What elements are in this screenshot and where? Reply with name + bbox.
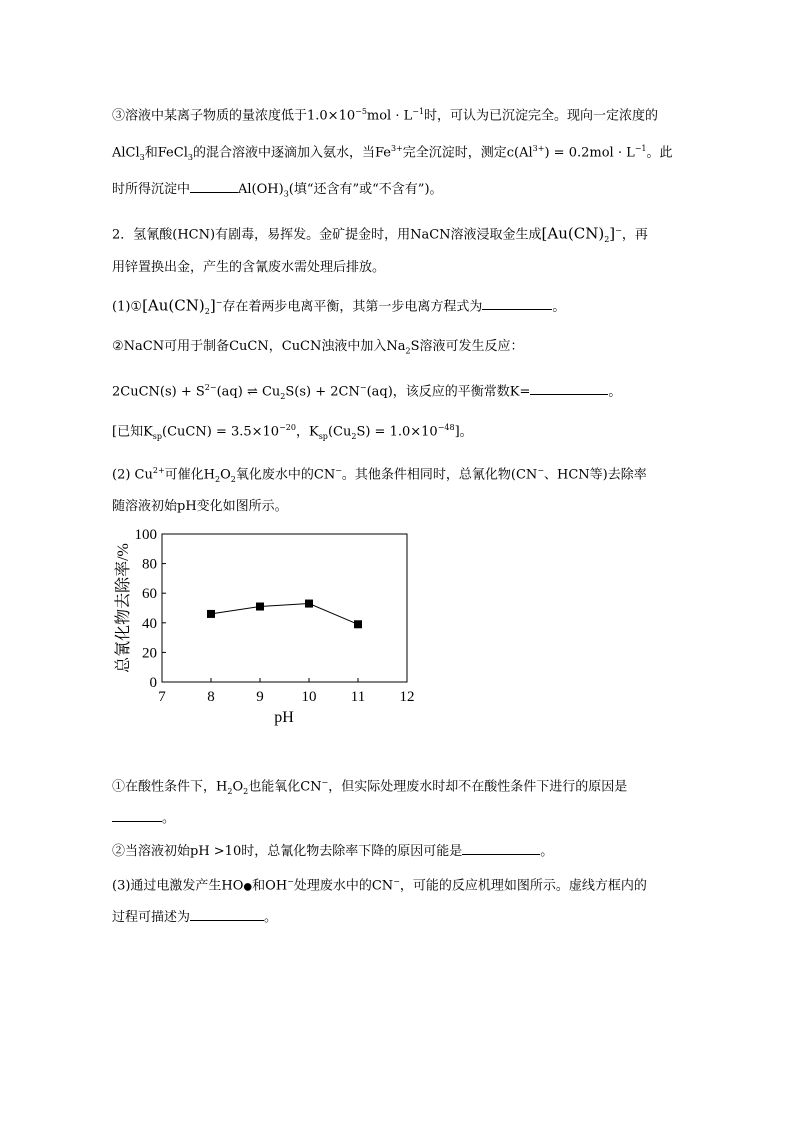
p3-line-1: ③溶液中某离子物质的量浓度低于$1.0\times 10^{-5}mol \cdot L^{-1}$时，可认为已沉淀完全。现向一定浓度的 (112, 107, 659, 124)
q2-a2: ②当溶液初始pH >10时，总氰化物去除率下降的原因可能是 。 (112, 844, 554, 859)
q2-equation: 2CuCN(s) + $S^{2-}(aq)$ ⇌ $Cu_2S(s) + 2CN^-(aq)$，该反应的平衡常数K= 。 (112, 383, 622, 401)
x-tick-label: 8 (207, 689, 215, 705)
answer-blank[interactable] (190, 908, 264, 921)
answer-blank[interactable] (190, 180, 238, 193)
q2-sub3: (2) $Cu^{2+}$可催化$H_2O_2$氧化废水中的CN−。其他条件相同时，总氰化物(CN−、HCN等)去除率 (112, 466, 647, 484)
q2-a3: (3)通过电激发产生HO●和OH−处理废水中的CN−，可能的反应机理如图所示。虚线方框内的 (112, 877, 647, 894)
removal-rate-chart (108, 524, 418, 730)
data-point (207, 610, 215, 618)
answer-blank[interactable] (530, 382, 608, 395)
x-tick-label: 11 (350, 689, 366, 705)
y-tick-label: 40 (142, 615, 157, 632)
q2-intro-1: 2．氢氰酸(HCN)有剧毒，易挥发。金矿提金时，用NaCN溶液浸取金生成$[Au(CN)_2]^-$，再 (112, 224, 648, 244)
p3-line-2: AlCl$_3$和FeCl$_3$的混合溶液中逐滴加入氨水，当$Fe^{3+}$完全沉淀时，测定$c(Al^{3+}) = 0.2mol \cdot L^{-1}$。此 (112, 144, 673, 162)
y-tick-label: 60 (142, 586, 157, 603)
y-tick-label: 100 (134, 527, 157, 543)
x-tick-label: 10 (301, 689, 317, 705)
answer-blank[interactable] (482, 297, 552, 310)
y-axis-label: 总氰化物去除率/% (115, 543, 132, 673)
q2-sub1: $(1)①[Au(CN)_2]^-$存在着两步电离平衡，其第一步电离方程式为 。 (112, 296, 566, 316)
q2-ksp: [已知$K_{sp}(CuCN) = 3.5\times 10^{-20}$，$K_{sp}(Cu_2S) = 1.0\times 10^{-48}$]。 (112, 423, 473, 441)
y-tick-label: 20 (142, 645, 157, 662)
x-tick-label: 9 (256, 689, 264, 705)
plot-area (162, 534, 407, 682)
data-point (256, 603, 264, 611)
x-axis-label: pH (274, 709, 294, 726)
q2-a1: ①在酸性条件下，$H_2O_2$也能氧化CN−，但实际处理废水时却不在酸性条件下进行的原因是 (112, 778, 628, 796)
data-point (305, 600, 313, 608)
answer-blank[interactable] (462, 842, 540, 855)
series-line (211, 604, 358, 625)
x-tick-label: 7 (158, 689, 166, 705)
p3-line-3: 时所得沉淀中 $Al(OH)_3$(填“还含有”或“不含有”)。 (112, 182, 443, 199)
q2-sub2: ②NaCN可用于制备CuCN，CuCN浊液中加入$Na_2S$溶液可发生反应： (112, 339, 524, 356)
q2-a1-blank-line: 。 (112, 809, 175, 828)
answer-blank[interactable] (112, 809, 162, 822)
y-tick-label: 80 (142, 556, 157, 573)
q2-intro-2: 用锌置换出金，产生的含氰废水需处理后排放。 (112, 260, 386, 275)
data-point (354, 620, 362, 628)
y-tick-label: 0 (149, 675, 157, 691)
q2-a4: 过程可描述为 。 (112, 910, 278, 925)
x-tick-label: 12 (399, 689, 415, 705)
q2-sub3-cont: 随溶液初始pH变化如图所示。 (112, 499, 288, 514)
